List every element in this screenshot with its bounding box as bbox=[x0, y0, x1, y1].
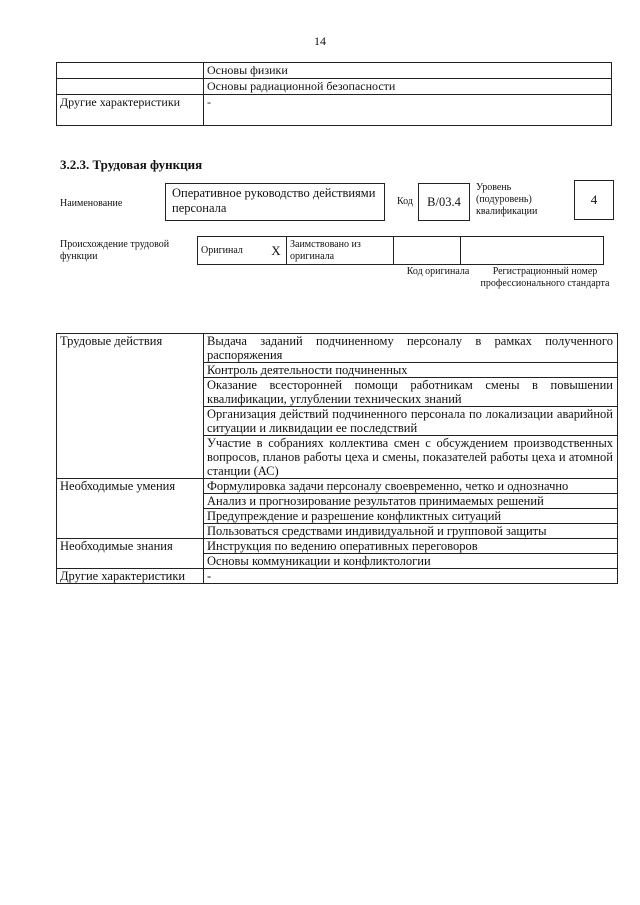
skill-item: Формулировка задачи персоналу своевременно, четко и однозначно bbox=[204, 479, 618, 494]
main-table bbox=[56, 333, 618, 584]
skill-item: Предупреждение и разрешение конфликтных ситуаций bbox=[204, 509, 618, 524]
level-value: 4 bbox=[574, 180, 614, 220]
action-item: Участие в собраниях коллектива смен с обсуждением производственных вопросов, планов работы цеха и смены, показателей работы цеха и атомной станции (АС) bbox=[204, 436, 618, 479]
other-characteristics-value: - bbox=[204, 95, 612, 126]
action-item: Контроль деятельности подчиненных bbox=[204, 363, 618, 378]
table-row bbox=[57, 79, 612, 95]
table-row bbox=[198, 237, 604, 265]
name-value: Оперативное руководство действиями персонала bbox=[165, 183, 385, 221]
table-cell bbox=[57, 63, 204, 79]
other-label: Другие характеристики bbox=[57, 569, 204, 584]
registration-number-cell bbox=[461, 237, 604, 265]
table-row bbox=[57, 95, 612, 126]
action-item: Выдача заданий подчиненному персоналу в рамках полученного распоряжения bbox=[204, 334, 618, 363]
borrowed-label: Заимствовано из оригинала bbox=[287, 237, 394, 265]
other-characteristics-label: Другие характеристики bbox=[57, 95, 204, 126]
page-number: 14 bbox=[314, 34, 326, 48]
original-code-cell bbox=[394, 237, 461, 265]
caption-code: Код оригинала bbox=[406, 266, 470, 277]
knowledge-label: Необходимые знания bbox=[57, 539, 204, 569]
code-label: Код bbox=[397, 196, 413, 207]
origin-table bbox=[197, 236, 604, 265]
top-table bbox=[56, 62, 612, 126]
original-label: Оригинал bbox=[198, 237, 267, 265]
original-mark: X bbox=[266, 237, 287, 265]
code-value: B/03.4 bbox=[418, 183, 470, 221]
caption-registration: Регистрационный номер профессионального стандарта bbox=[480, 266, 610, 289]
action-item: Организация действий подчиненного персонала по локализации аварийной ситуации и ликвидации ее последствий bbox=[204, 407, 618, 436]
level-label: Уровень (подуровень) квалификации bbox=[476, 182, 538, 217]
table-cell bbox=[57, 79, 204, 95]
table-row bbox=[57, 539, 618, 554]
actions-label: Трудовые действия bbox=[57, 334, 204, 479]
skills-label: Необходимые умения bbox=[57, 479, 204, 539]
other-value: - bbox=[204, 569, 618, 584]
name-label: Наименование bbox=[60, 198, 123, 209]
skill-item: Пользоваться средствами индивидуальной и групповой защиты bbox=[204, 524, 618, 539]
table-cell: Основы радиационной безопасности bbox=[204, 79, 612, 95]
action-item: Оказание всесторонней помощи работникам смены в повышении квалификации, углублении технических знаний bbox=[204, 378, 618, 407]
table-row bbox=[57, 63, 612, 79]
table-cell: Основы физики bbox=[204, 63, 612, 79]
table-row bbox=[57, 334, 618, 363]
knowledge-item: Инструкция по ведению оперативных переговоров bbox=[204, 539, 618, 554]
skill-item: Анализ и прогнозирование результатов принимаемых решений bbox=[204, 494, 618, 509]
table-row bbox=[57, 479, 618, 494]
section-heading: 3.2.3. Трудовая функция bbox=[60, 157, 203, 172]
knowledge-item: Основы коммуникации и конфликтологии bbox=[204, 554, 618, 569]
table-row bbox=[57, 569, 618, 584]
origin-label: Происхождение трудовой функции bbox=[60, 239, 170, 262]
